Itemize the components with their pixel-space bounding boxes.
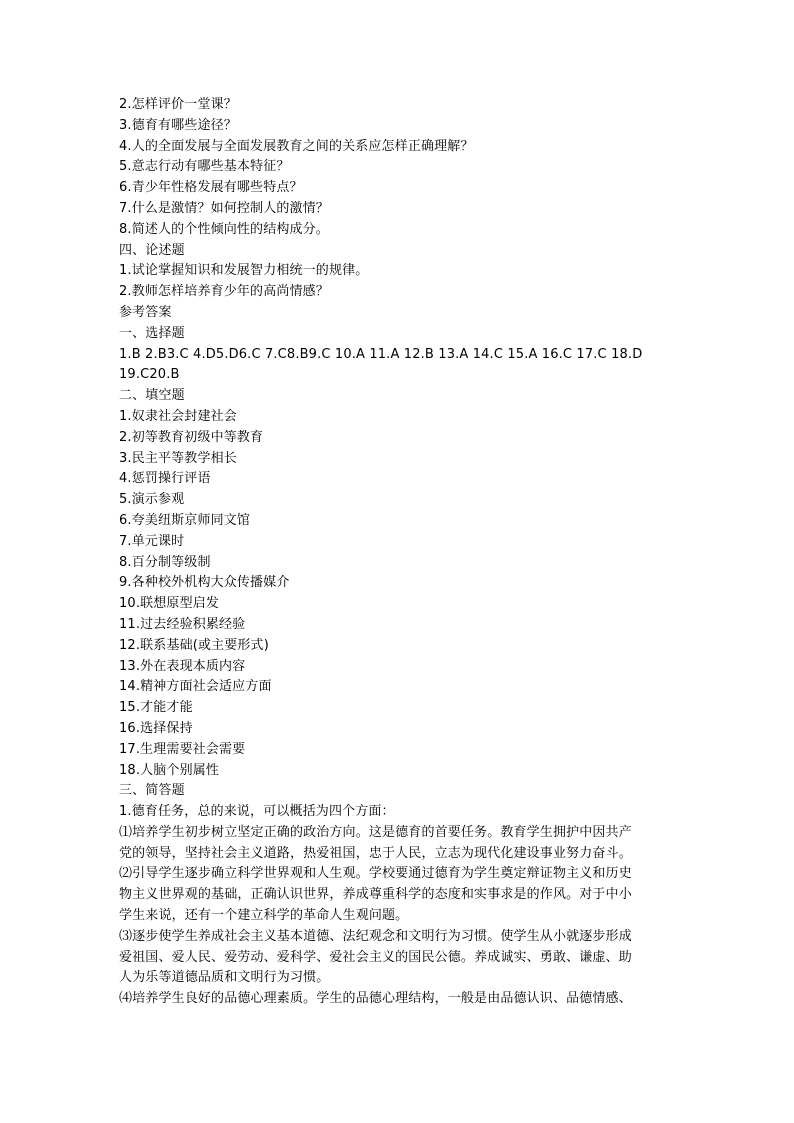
section-heading: 二、填空题 <box>119 388 185 404</box>
question-line: 4.人的全面发展与全面发展教育之间的关系应怎样正确理解？ <box>119 138 474 154</box>
answer-line: 12.联系基础(或主要形式) <box>119 637 269 653</box>
paragraph-line: ⑶逐步使学生养成社会主义基本道德、法纪观念和文明行为习惯。使学生从小就逐步形成 <box>119 928 632 944</box>
paragraph-line: ⑴培养学生初步树立坚定正确的政治方向。这是德育的首要任务。教育学生拥护中因共产 <box>119 824 632 840</box>
section-heading: 四、论述题 <box>119 242 185 258</box>
paragraph-line: ⑵引导学生逐步确立科学世界观和人生观。学校要通过德育为学生奠定辩证物主义和历史 <box>119 866 632 882</box>
answer-line: 16.选择保持 <box>119 720 193 736</box>
question-line: 2.怎样评价一堂课？ <box>119 97 237 112</box>
answer-line: 10.联想原型启发 <box>119 596 220 612</box>
answer-line: 13.外在表现本质内容 <box>119 658 246 674</box>
question-line: 7.什么是激情？如何控制人的激情？ <box>119 200 329 216</box>
answer-line: 4.惩罚操行评语 <box>119 471 211 487</box>
answer-line: 14.精神方面社会适应方面 <box>119 679 272 695</box>
answer-line: 3.民主平等教学相长 <box>119 450 237 466</box>
answer-line: 1.奴隶社会封建社会 <box>119 408 237 424</box>
answer-line: 5.演示参观 <box>119 492 185 508</box>
answer-line: 1.德育任务，总的来说，可以概括为四个方面： <box>119 804 395 820</box>
document-page <box>119 95 679 1010</box>
question-line: 8.简述人的个性倾向性的结构成分。 <box>119 221 329 237</box>
question-line: 2.教师怎样培养育少年的高尚情感？ <box>119 284 329 300</box>
paragraph-line: ⑷培养学生良好的品德心理素质。学生的品德心理结构，一般是由品德认识、品德情感、 <box>119 991 632 1007</box>
answer-line: 2.初等教育初级中等教育 <box>119 429 264 445</box>
section-heading: 三、简答题 <box>119 783 185 799</box>
answer-line: 11.过去经验积累经验 <box>119 616 246 632</box>
answer-line: 17.生理需要社会需要 <box>119 741 246 757</box>
answers-heading: 参考答案 <box>119 304 172 320</box>
answer-line: 6.夸美纽斯京师同文馆 <box>119 512 251 528</box>
paragraph-line: 党的领导，坚持社会主义道路，热爱祖国，忠于人民，立志为现代化建设事业努力奋斗。 <box>119 845 632 861</box>
paragraph-line: 物主义世界观的基础，正确认识世界，养成尊重科学的态度和实事求是的作风。对于中小 <box>119 887 632 903</box>
answer-line: 9.各种校外机构大众传播媒介 <box>119 575 290 591</box>
answer-line: 18.人脑个别属性 <box>119 762 220 778</box>
question-line: 1.试论掌握知识和发展智力相统一的规律。 <box>119 263 369 279</box>
question-line: 3.德育有哪些途径？ <box>119 117 237 133</box>
question-line: 5.意志行动有哪些基本特征？ <box>119 159 290 175</box>
answer-line: 1.B 2.B3.C 4.D5.D6.C 7.C8.B9.C 10.A 11.A 12.B 13.A 14.C 15.A 16.C 17.C 18.D <box>119 346 643 362</box>
paragraph-line: 学生来说，还有一个建立科学的革命人生观问题。 <box>119 908 409 924</box>
answer-line: 15.才能才能 <box>119 700 193 716</box>
answer-line: 8.百分制等级制 <box>119 554 211 570</box>
paragraph-line: 爱祖国、爱人民、爱劳动、爱科学、爱社会主义的国民公德。养成诚实、勇敢、谦虚、助 <box>119 949 632 965</box>
question-line: 6.青少年性格发展有哪些特点？ <box>119 180 303 196</box>
answer-line: 7.单元课时 <box>119 533 185 549</box>
paragraph-line: 人为乐等道德品质和文明行为习惯。 <box>119 970 330 986</box>
section-heading: 一、选择题 <box>119 325 185 341</box>
answer-line: 19.C20.B <box>119 367 180 383</box>
